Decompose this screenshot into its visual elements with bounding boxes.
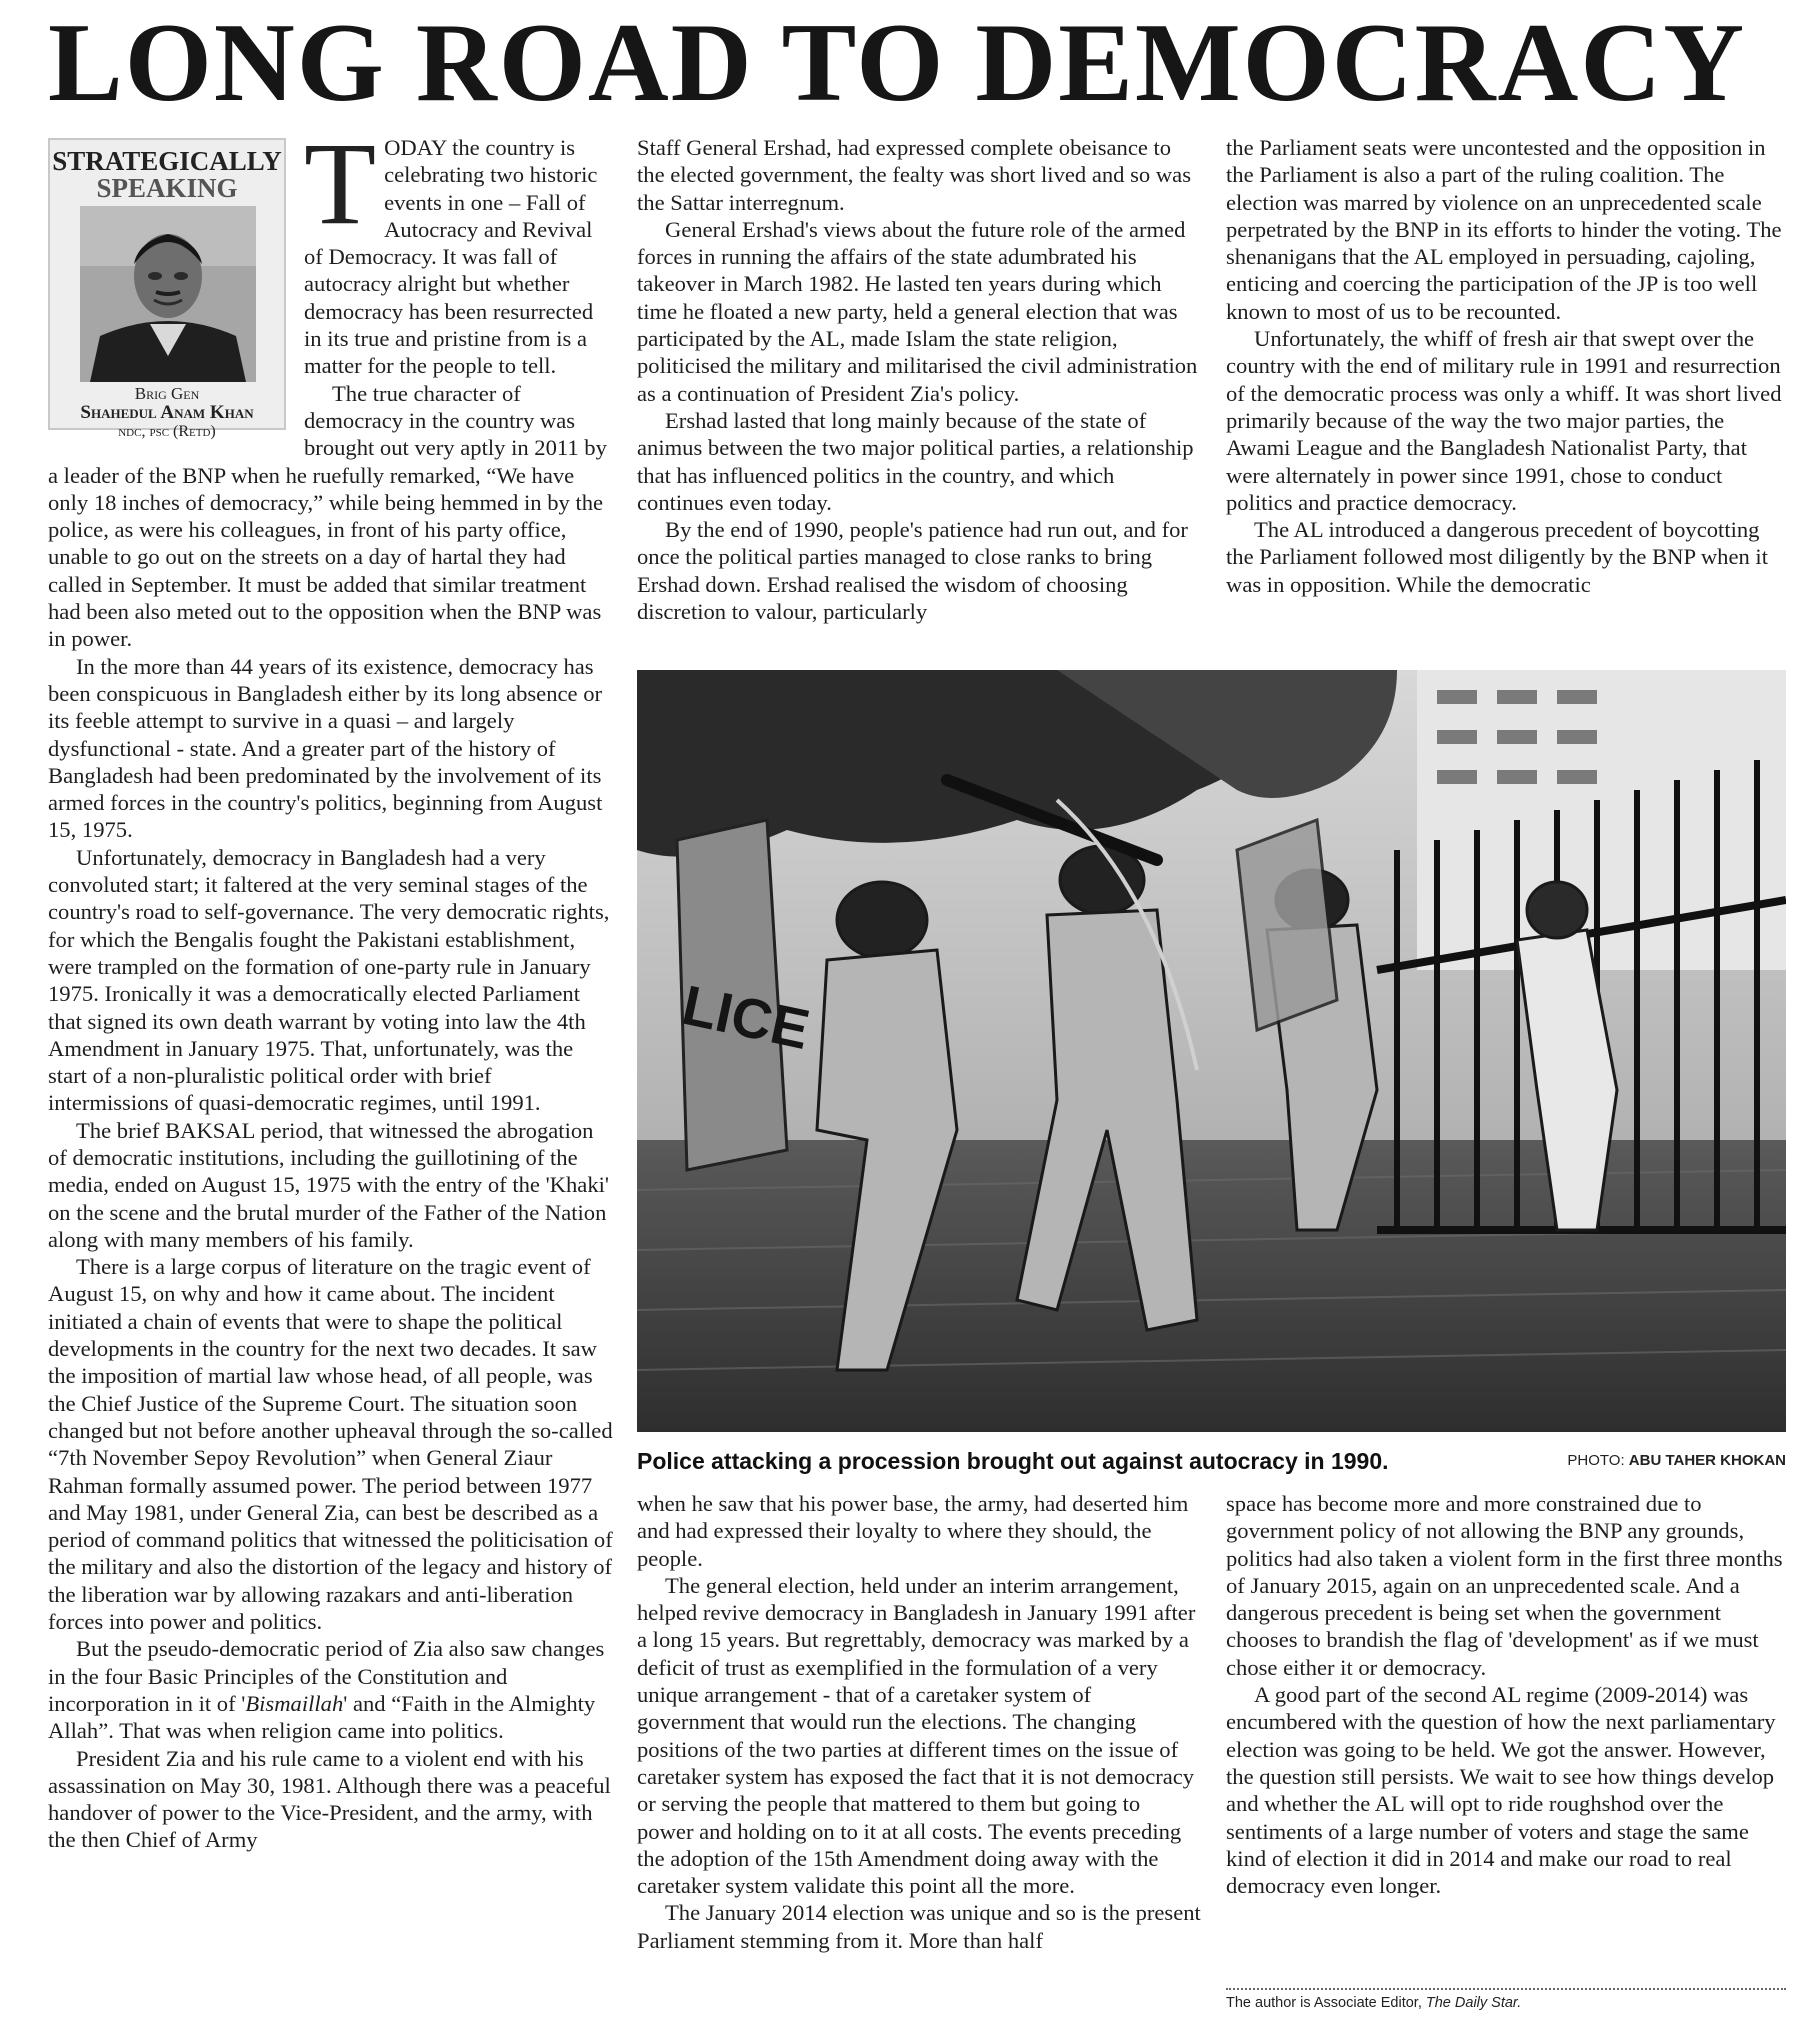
headline: LONG ROAD TO DEMOCRACY	[48, 1, 1747, 125]
paragraph: Ershad lasted that long mainly because of the state of animus between the two major political parties, a relationship that has influenced politics in the country, and which continues even today.	[637, 407, 1194, 515]
paragraph: A good part of the second AL regime (2009-2014) was encumbered with the question of how the next parliamentary election was going to be held. We got the answer. However, the question still persists. We wait to see how things develop and whether the AL will opt to ride roughshod over the sentiments of a large number of voters and stage the same kind of election it did in 2014 and make our road to real democracy even longer.	[1226, 1682, 1776, 1899]
paragraph: The brief BAKSAL period, that witnessed the abrogation of democratic institutions, including the guillotining of the media, ended on August 15, 1975 with the entry of the 'Khaki' on the scene and the brutal murder of the Father of the Nation along with many members of his family.	[48, 1117, 609, 1252]
paragraph: Staff General Ershad, had expressed complete obeisance to the elected government, the fealty was short lived and so was the Sattar interregnum.	[637, 135, 1191, 215]
photo-credit: PHOTO: ABU TAHER KHOKAN	[1567, 1452, 1786, 1469]
column-kicker-sub: SPEAKING	[96, 173, 238, 203]
author-rank: Brig Gen	[134, 384, 200, 403]
paragraph: President Zia and his rule came to a violent end with his assassination on May 30, 1981. Although there was a peaceful handover of power to the Vice-President, and the army, with the then Chief of Army	[48, 1745, 611, 1853]
shield-text: LICE	[676, 972, 815, 1061]
paragraph: The January 2014 election was unique and so is the present Parliament stemming from it. More than half	[637, 1900, 1201, 1953]
dropcap: T	[304, 118, 377, 249]
paragraph: By the end of 1990, people's patience had run out, and for once the political parties managed to close ranks to bring Ershad down. Ershad realised the wisdom of choosing discretion to valour, particularly	[637, 517, 1188, 625]
byline-box	[48, 138, 286, 440]
paragraph: The true character of democracy in the country was brought out very aptly in 2011 by a leader of the BNP when he ruefully remarked, “We have only 18 inches of democracy,” while being hemmed in by the police, as were his colleagues, in front of his party office, unable to go out on the streets on a day of hartal they had called in September. It must be added that similar treatment had been also meted out to the opposition when the BNP was in power.	[48, 380, 607, 652]
photo-caption-row	[637, 1446, 1786, 1478]
column-2-top	[637, 134, 1202, 660]
column-1	[48, 118, 613, 2014]
paragraph: space has become more and more constrained due to government policy of not allowing the BNP any grounds, politics had also taken a violent form in the first three months of January 2015, again on an unprecedented scale. And a dangerous precedent is being set when the government chooses to brandish the flag of 'development' as if we must chose either it or democracy.	[1226, 1491, 1783, 1680]
paragraph: The general election, held under an interim arrangement, helped revive democracy in Bangladesh in January 1991 after a long 15 years. But regrettably, democracy was marked by a deficit of trust as exemplified in the formulation of a very unique arrangement - that of a caretaker system of government that would run the elections. The changing positions of the two parties at different times on the issue of caretaker system has exposed the fact that it is not democracy or serving the people that mattered to them but going to power and holding on to it at all costs. The events preceding the adoption of the 15th Amendment doing away with the caretaker system validate this point all the more.	[637, 1572, 1196, 1899]
paragraph: General Ershad's views about the future role of the armed forces in running the affairs of the state adumbrated his takeover in March 1982. He lasted ten years during which time he floated a new party, held a general election that was participated by the AL, made Islam the state religion, politicised the military and militarised the civil administration as a continuation of President Zia's policy.	[637, 216, 1198, 406]
paragraph: Unfortunately, democracy in Bangladesh had a very convoluted start; it faltered at the very seminal stages of the country's road to self-governance. The very democratic rights, for which the Bengalis fought the Pakistani establishment, were trampled on the formation of one-party rule in January 1975. Ironically it was a democratically elected Parliament that signed its own death warrant by voting into law the 4th Amendment in January 1975. That, unfortunately, was the start of a non-pluralistic political order with brief intermissions of quasi-democratic regimes, until 1991.	[48, 844, 610, 1116]
column-kicker: STRATEGICALLY	[52, 146, 282, 176]
photo-caption: Police attacking a procession brought out against autocracy in 1990.	[637, 1448, 1389, 1474]
column-3-top	[1226, 134, 1786, 660]
paragraph: There is a large corpus of literature on the tragic event of August 15, on why and how it came about. The incident initiated a chain of events that were to shape the political developments in the country for the next two decades. It saw the imposition of martial law whose head, of all people, was the Chief Justice of the Supreme Court. The situation soon changed but not before another upheaval through the so-called “7th November Sepoy Revolution” when General Ziaur Rahman formally assumed power. The period between 1977 and May 1981, under General Zia, can best be described as a period of command politics that witnessed the politicisation of the military and also the distortion of the legacy and history of the liberation war by allowing razakars and anti-liberation forces into power and politics.	[48, 1254, 613, 1635]
column-3-bottom	[1226, 1490, 1786, 1980]
paragraph: But the pseudo-democratic period of Zia also saw changes in the four Basic Principles of the Constitution and incorporation in it of 'Bismaillah' and “Faith in the Almighty Allah”. That was when religion came into politics.	[48, 1636, 605, 1744]
author-credentials: ndc, psc (Retd)	[118, 423, 216, 440]
paragraph: Unfortunately, the whiff of fresh air that swept over the country with the end of military rule in 1991 and resurrection of the democratic process was only a whiff. It was short lived primarily because of the way the two major parties, the Awami League and the Bangladesh Nationalist Party, that were alternately in power since 1991, chose to conduct politics and practice democracy.	[1226, 326, 1782, 515]
paragraph: when he saw that his power base, the army, had deserted him and had expressed their loyalty to where they should, the people.	[637, 1491, 1189, 1571]
author-name: Shahedul Anam Khan	[80, 402, 254, 423]
lead-paragraph: TODAY the country is celebrating two historic events in one – Fall of Autocracy and Revival of Democracy. It was fall of autocracy alright but whether democracy has been resurrected in its true and pristine from is a matter for the people to tell.	[304, 118, 598, 379]
paragraph: The AL introduced a dangerous precedent of boycotting the Parliament followed most diligently by the BNP when it was in opposition. While the democratic	[1226, 517, 1768, 597]
column-2-bottom	[637, 1490, 1202, 2014]
author-credit	[50, 384, 284, 441]
paragraph: the Parliament seats were uncontested and the opposition in the Parliament is also a part of the ruling coalition. The election was marred by violence on an unprecedented scale perpetrated by the BNP in its efforts to hinder the voting. The shenanigans that the AL employed in persuading, cajoling, enticing and coercing the participation of the JP is too well known to most of us to be recounted.	[1226, 135, 1782, 324]
author-portrait	[80, 206, 256, 382]
news-photo	[637, 670, 1786, 1432]
paragraph: In the more than 44 years of its existence, democracy has been conspicuous in Bangladesh either by its long absence or its feeble attempt to survive in a quasi – and largely dysfunctional - state. And a greater part of the history of Bangladesh had been predominated by the involvement of its armed forces in the country's politics, beginning from August 15, 1975.	[48, 653, 603, 843]
author-note: The author is Associate Editor, The Daily Star.	[1226, 1988, 1786, 2013]
